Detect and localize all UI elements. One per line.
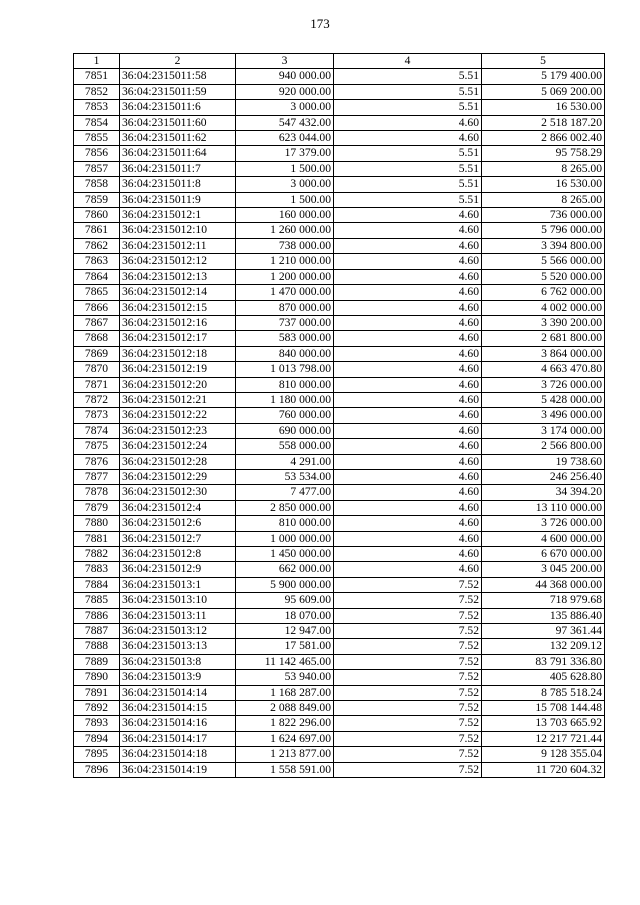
cadastral-number-cell: 36:04:2315012:16 (120, 315, 236, 330)
rate-cell: 7.52 (334, 624, 482, 639)
cadastral-number-cell: 36:04:2315012:20 (120, 377, 236, 392)
value-cell: 1 260 000.00 (236, 223, 334, 238)
row-number-cell: 7884 (74, 577, 120, 592)
table-row (74, 392, 605, 407)
rate-cell: 4.60 (334, 469, 482, 484)
cadastral-number-cell: 36:04:2315012:24 (120, 439, 236, 454)
row-number-cell: 7886 (74, 608, 120, 623)
value-cell: 1 213 877.00 (236, 747, 334, 762)
row-number-cell: 7858 (74, 177, 120, 192)
value-cell: 1 500.00 (236, 192, 334, 207)
row-number-cell: 7863 (74, 254, 120, 269)
rate-cell: 7.52 (334, 593, 482, 608)
table-row (74, 115, 605, 130)
cadastral-number-cell: 36:04:2315011:62 (120, 131, 236, 146)
table-row (74, 716, 605, 731)
table-row (74, 238, 605, 253)
row-number-cell: 7891 (74, 685, 120, 700)
cadastral-number-cell: 36:04:2315013:11 (120, 608, 236, 623)
rate-cell: 4.60 (334, 531, 482, 546)
table-row (74, 654, 605, 669)
value-cell: 1 822 296.00 (236, 716, 334, 731)
total-cell: 135 886.40 (482, 608, 605, 623)
row-number-cell: 7885 (74, 593, 120, 608)
table-row (74, 608, 605, 623)
table-row (74, 269, 605, 284)
table-row (74, 701, 605, 716)
row-number-cell: 7873 (74, 408, 120, 423)
row-number-cell: 7883 (74, 562, 120, 577)
total-cell: 3 864 000.00 (482, 346, 605, 361)
row-number-cell: 7896 (74, 762, 120, 777)
total-cell: 4 600 000.00 (482, 531, 605, 546)
total-cell: 16 530.00 (482, 177, 605, 192)
value-cell: 737 000.00 (236, 315, 334, 330)
row-number-cell: 7859 (74, 192, 120, 207)
value-cell: 738 000.00 (236, 238, 334, 253)
total-cell: 8 265.00 (482, 192, 605, 207)
table-row (74, 146, 605, 161)
column-header-4: 4 (334, 54, 482, 69)
rate-cell: 7.52 (334, 685, 482, 700)
value-cell: 547 432.00 (236, 115, 334, 130)
rate-cell: 4.60 (334, 485, 482, 500)
rate-cell: 4.60 (334, 285, 482, 300)
table-row (74, 670, 605, 685)
row-number-cell: 7874 (74, 423, 120, 438)
row-number-cell: 7852 (74, 84, 120, 99)
cadastral-number-cell: 36:04:2315013:13 (120, 639, 236, 654)
value-cell: 1 180 000.00 (236, 392, 334, 407)
rate-cell: 5.51 (334, 69, 482, 84)
value-cell: 53 534.00 (236, 469, 334, 484)
row-number-cell: 7877 (74, 469, 120, 484)
total-cell: 4 002 000.00 (482, 300, 605, 315)
column-header-2: 2 (120, 54, 236, 69)
cadastral-number-cell: 36:04:2315012:10 (120, 223, 236, 238)
table-row (74, 254, 605, 269)
column-header-5: 5 (482, 54, 605, 69)
rate-cell: 4.60 (334, 500, 482, 515)
value-cell: 17 581.00 (236, 639, 334, 654)
rate-cell: 7.52 (334, 670, 482, 685)
data-table (73, 53, 605, 778)
row-number-cell: 7856 (74, 146, 120, 161)
rate-cell: 4.60 (334, 331, 482, 346)
total-cell: 2 518 187.20 (482, 115, 605, 130)
table-row (74, 346, 605, 361)
cadastral-number-cell: 36:04:2315014:16 (120, 716, 236, 731)
row-number-cell: 7889 (74, 654, 120, 669)
cadastral-number-cell: 36:04:2315014:14 (120, 685, 236, 700)
cadastral-number-cell: 36:04:2315012:30 (120, 485, 236, 500)
value-cell: 1 558 591.00 (236, 762, 334, 777)
total-cell: 3 726 000.00 (482, 377, 605, 392)
rate-cell: 4.60 (334, 238, 482, 253)
table-row (74, 500, 605, 515)
cadastral-number-cell: 36:04:2315012:8 (120, 547, 236, 562)
cadastral-number-cell: 36:04:2315012:4 (120, 500, 236, 515)
table-row (74, 161, 605, 176)
total-cell: 2 566 800.00 (482, 439, 605, 454)
rate-cell: 4.60 (334, 115, 482, 130)
value-cell: 12 947.00 (236, 624, 334, 639)
row-number-cell: 7853 (74, 100, 120, 115)
row-number-cell: 7876 (74, 454, 120, 469)
row-number-cell: 7867 (74, 315, 120, 330)
total-cell: 34 394.20 (482, 485, 605, 500)
total-cell: 2 866 002.40 (482, 131, 605, 146)
rate-cell: 4.60 (334, 208, 482, 223)
rate-cell: 4.60 (334, 254, 482, 269)
table-row (74, 315, 605, 330)
row-number-cell: 7879 (74, 500, 120, 515)
row-number-cell: 7854 (74, 115, 120, 130)
cadastral-number-cell: 36:04:2315011:6 (120, 100, 236, 115)
value-cell: 810 000.00 (236, 516, 334, 531)
cadastral-number-cell: 36:04:2315014:15 (120, 701, 236, 716)
rate-cell: 7.52 (334, 577, 482, 592)
rate-cell: 4.60 (334, 269, 482, 284)
total-cell: 4 663 470.80 (482, 362, 605, 377)
total-cell: 736 000.00 (482, 208, 605, 223)
row-number-cell: 7871 (74, 377, 120, 392)
value-cell: 1 210 000.00 (236, 254, 334, 269)
value-cell: 662 000.00 (236, 562, 334, 577)
total-cell: 13 110 000.00 (482, 500, 605, 515)
rate-cell: 4.60 (334, 131, 482, 146)
total-cell: 5 428 000.00 (482, 392, 605, 407)
cadastral-number-cell: 36:04:2315013:12 (120, 624, 236, 639)
total-cell: 718 979.68 (482, 593, 605, 608)
total-cell: 97 361.44 (482, 624, 605, 639)
value-cell: 1 000 000.00 (236, 531, 334, 546)
cadastral-number-cell: 36:04:2315012:12 (120, 254, 236, 269)
rate-cell: 4.60 (334, 346, 482, 361)
cadastral-number-cell: 36:04:2315012:21 (120, 392, 236, 407)
value-cell: 5 900 000.00 (236, 577, 334, 592)
row-number-cell: 7895 (74, 747, 120, 762)
rate-cell: 5.51 (334, 100, 482, 115)
rate-cell: 7.52 (334, 639, 482, 654)
table-row (74, 331, 605, 346)
table-row (74, 577, 605, 592)
total-cell: 5 520 000.00 (482, 269, 605, 284)
total-cell: 246 256.40 (482, 469, 605, 484)
table-row (74, 362, 605, 377)
page-number: 173 (310, 16, 330, 31)
rate-cell: 7.52 (334, 608, 482, 623)
total-cell: 15 708 144.48 (482, 701, 605, 716)
cadastral-number-cell: 36:04:2315012:11 (120, 238, 236, 253)
value-cell: 810 000.00 (236, 377, 334, 392)
table-row (74, 516, 605, 531)
total-cell: 3 496 000.00 (482, 408, 605, 423)
cadastral-number-cell: 36:04:2315012:15 (120, 300, 236, 315)
cadastral-number-cell: 36:04:2315011:59 (120, 84, 236, 99)
rate-cell: 7.52 (334, 716, 482, 731)
cadastral-number-cell: 36:04:2315012:17 (120, 331, 236, 346)
rate-cell: 4.60 (334, 315, 482, 330)
cadastral-number-cell: 36:04:2315013:1 (120, 577, 236, 592)
table-row (74, 439, 605, 454)
total-cell: 13 703 665.92 (482, 716, 605, 731)
total-cell: 12 217 721.44 (482, 731, 605, 746)
table-row (74, 192, 605, 207)
total-cell: 5 566 000.00 (482, 254, 605, 269)
table-row (74, 562, 605, 577)
cadastral-number-cell: 36:04:2315012:18 (120, 346, 236, 361)
value-cell: 1 470 000.00 (236, 285, 334, 300)
row-number-cell: 7872 (74, 392, 120, 407)
table-row (74, 377, 605, 392)
cadastral-number-cell: 36:04:2315012:22 (120, 408, 236, 423)
value-cell: 1 450 000.00 (236, 547, 334, 562)
table-row (74, 547, 605, 562)
table-row (74, 223, 605, 238)
table-row (74, 84, 605, 99)
value-cell: 7 477.00 (236, 485, 334, 500)
value-cell: 3 000.00 (236, 100, 334, 115)
row-number-cell: 7855 (74, 131, 120, 146)
cadastral-number-cell: 36:04:2315012:13 (120, 269, 236, 284)
table-body (74, 69, 605, 778)
cadastral-number-cell: 36:04:2315012:7 (120, 531, 236, 546)
rate-cell: 4.60 (334, 408, 482, 423)
value-cell: 1 013 798.00 (236, 362, 334, 377)
row-number-cell: 7878 (74, 485, 120, 500)
table-row (74, 469, 605, 484)
rate-cell: 4.60 (334, 300, 482, 315)
table-row (74, 285, 605, 300)
cadastral-number-cell: 36:04:2315012:19 (120, 362, 236, 377)
row-number-cell: 7894 (74, 731, 120, 746)
total-cell: 3 394 800.00 (482, 238, 605, 253)
rate-cell: 4.60 (334, 562, 482, 577)
cadastral-number-cell: 36:04:2315011:58 (120, 69, 236, 84)
total-cell: 44 368 000.00 (482, 577, 605, 592)
row-number-cell: 7880 (74, 516, 120, 531)
total-cell: 5 069 200.00 (482, 84, 605, 99)
rate-cell: 4.60 (334, 439, 482, 454)
column-header-3: 3 (236, 54, 334, 69)
table-row (74, 485, 605, 500)
table-row (74, 747, 605, 762)
value-cell: 583 000.00 (236, 331, 334, 346)
cadastral-number-cell: 36:04:2315011:8 (120, 177, 236, 192)
row-number-cell: 7892 (74, 701, 120, 716)
table-row (74, 685, 605, 700)
rate-cell: 4.60 (334, 423, 482, 438)
value-cell: 760 000.00 (236, 408, 334, 423)
value-cell: 17 379.00 (236, 146, 334, 161)
value-cell: 1 168 287.00 (236, 685, 334, 700)
row-number-cell: 7851 (74, 69, 120, 84)
table-row (74, 300, 605, 315)
rate-cell: 5.51 (334, 84, 482, 99)
table-row (74, 408, 605, 423)
cadastral-number-cell: 36:04:2315011:7 (120, 161, 236, 176)
table-row (74, 593, 605, 608)
rate-cell: 4.60 (334, 377, 482, 392)
rate-cell: 5.51 (334, 146, 482, 161)
total-cell: 8 785 518.24 (482, 685, 605, 700)
value-cell: 920 000.00 (236, 84, 334, 99)
cadastral-number-cell: 36:04:2315011:64 (120, 146, 236, 161)
table-row (74, 531, 605, 546)
table-row (74, 100, 605, 115)
total-cell: 5 179 400.00 (482, 69, 605, 84)
table-row (74, 762, 605, 777)
row-number-cell: 7893 (74, 716, 120, 731)
value-cell: 53 940.00 (236, 670, 334, 685)
value-cell: 558 000.00 (236, 439, 334, 454)
row-number-cell: 7870 (74, 362, 120, 377)
cadastral-number-cell: 36:04:2315012:9 (120, 562, 236, 577)
total-cell: 3 390 200.00 (482, 315, 605, 330)
table-row (74, 731, 605, 746)
cadastral-number-cell: 36:04:2315012:6 (120, 516, 236, 531)
table-row (74, 69, 605, 84)
value-cell: 623 044.00 (236, 131, 334, 146)
total-cell: 5 796 000.00 (482, 223, 605, 238)
cadastral-number-cell: 36:04:2315012:28 (120, 454, 236, 469)
value-cell: 2 088 849.00 (236, 701, 334, 716)
value-cell: 4 291.00 (236, 454, 334, 469)
row-number-cell: 7865 (74, 285, 120, 300)
total-cell: 3 045 200.00 (482, 562, 605, 577)
rate-cell: 4.60 (334, 516, 482, 531)
rate-cell: 7.52 (334, 747, 482, 762)
rate-cell: 7.52 (334, 762, 482, 777)
cadastral-number-cell: 36:04:2315012:14 (120, 285, 236, 300)
cadastral-number-cell: 36:04:2315012:1 (120, 208, 236, 223)
total-cell: 3 174 000.00 (482, 423, 605, 438)
row-number-cell: 7881 (74, 531, 120, 546)
value-cell: 690 000.00 (236, 423, 334, 438)
value-cell: 1 500.00 (236, 161, 334, 176)
row-number-cell: 7888 (74, 639, 120, 654)
total-cell: 83 791 336.80 (482, 654, 605, 669)
row-number-cell: 7890 (74, 670, 120, 685)
row-number-cell: 7869 (74, 346, 120, 361)
rate-cell: 5.51 (334, 192, 482, 207)
table-row (74, 624, 605, 639)
rate-cell: 4.60 (334, 547, 482, 562)
row-number-cell: 7866 (74, 300, 120, 315)
rate-cell: 7.52 (334, 731, 482, 746)
value-cell: 870 000.00 (236, 300, 334, 315)
row-number-cell: 7864 (74, 269, 120, 284)
cadastral-number-cell: 36:04:2315011:60 (120, 115, 236, 130)
cadastral-number-cell: 36:04:2315014:17 (120, 731, 236, 746)
row-number-cell: 7882 (74, 547, 120, 562)
table-row (74, 423, 605, 438)
value-cell: 1 624 697.00 (236, 731, 334, 746)
row-number-cell: 7861 (74, 223, 120, 238)
row-number-cell: 7875 (74, 439, 120, 454)
header-row (74, 54, 605, 69)
value-cell: 940 000.00 (236, 69, 334, 84)
rate-cell: 4.60 (334, 223, 482, 238)
total-cell: 132 209.12 (482, 639, 605, 654)
value-cell: 160 000.00 (236, 208, 334, 223)
row-number-cell: 7857 (74, 161, 120, 176)
total-cell: 95 758.29 (482, 146, 605, 161)
total-cell: 8 265.00 (482, 161, 605, 176)
rate-cell: 4.60 (334, 454, 482, 469)
cadastral-number-cell: 36:04:2315013:10 (120, 593, 236, 608)
value-cell: 2 850 000.00 (236, 500, 334, 515)
total-cell: 19 738.60 (482, 454, 605, 469)
row-number-cell: 7862 (74, 238, 120, 253)
rate-cell: 5.51 (334, 161, 482, 176)
total-cell: 11 720 604.32 (482, 762, 605, 777)
total-cell: 405 628.80 (482, 670, 605, 685)
row-number-cell: 7887 (74, 624, 120, 639)
value-cell: 18 070.00 (236, 608, 334, 623)
value-cell: 95 609.00 (236, 593, 334, 608)
total-cell: 3 726 000.00 (482, 516, 605, 531)
total-cell: 16 530.00 (482, 100, 605, 115)
rate-cell: 5.51 (334, 177, 482, 192)
total-cell: 2 681 800.00 (482, 331, 605, 346)
rate-cell: 4.60 (334, 362, 482, 377)
table-row (74, 131, 605, 146)
value-cell: 1 200 000.00 (236, 269, 334, 284)
total-cell: 6 670 000.00 (482, 547, 605, 562)
cadastral-number-cell: 36:04:2315014:19 (120, 762, 236, 777)
cadastral-number-cell: 36:04:2315012:29 (120, 469, 236, 484)
cadastral-number-cell: 36:04:2315014:18 (120, 747, 236, 762)
row-number-cell: 7860 (74, 208, 120, 223)
cadastral-number-cell: 36:04:2315013:9 (120, 670, 236, 685)
total-cell: 6 762 000.00 (482, 285, 605, 300)
table-row (74, 454, 605, 469)
value-cell: 11 142 465.00 (236, 654, 334, 669)
rate-cell: 4.60 (334, 392, 482, 407)
rate-cell: 7.52 (334, 701, 482, 716)
cadastral-number-cell: 36:04:2315013:8 (120, 654, 236, 669)
table-row (74, 208, 605, 223)
table-row (74, 639, 605, 654)
total-cell: 9 128 355.04 (482, 747, 605, 762)
cadastral-number-cell: 36:04:2315012:23 (120, 423, 236, 438)
column-header-1: 1 (74, 54, 120, 69)
table-row (74, 177, 605, 192)
rate-cell: 7.52 (334, 654, 482, 669)
value-cell: 3 000.00 (236, 177, 334, 192)
value-cell: 840 000.00 (236, 346, 334, 361)
cadastral-number-cell: 36:04:2315011:9 (120, 192, 236, 207)
row-number-cell: 7868 (74, 331, 120, 346)
